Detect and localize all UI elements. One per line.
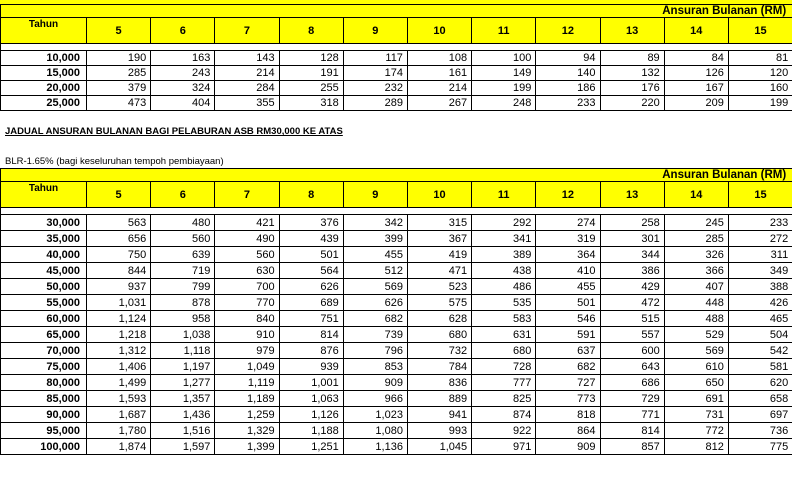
installment-cell: 610 [664, 359, 728, 375]
installment-cell: 1,049 [215, 359, 279, 375]
installment-cell: 448 [664, 295, 728, 311]
installment-cell: 818 [536, 407, 600, 423]
installment-cell: 910 [215, 327, 279, 343]
installment-cell: 656 [87, 231, 151, 247]
bottom-installment-table [0, 168, 792, 455]
installment-cell: 658 [728, 391, 792, 407]
installment-cell: 719 [151, 263, 215, 279]
years-header-row [1, 18, 792, 44]
installment-cell: 285 [664, 231, 728, 247]
year-header-14: 14 [664, 182, 728, 208]
installment-cell: 637 [536, 343, 600, 359]
installment-cell: 775 [728, 439, 792, 455]
installment-cell: 728 [472, 359, 536, 375]
installment-cell: 542 [728, 343, 792, 359]
installment-cell: 680 [407, 327, 471, 343]
installment-cell: 100 [472, 51, 536, 66]
table-row [1, 439, 792, 455]
section-title: JADUAL ANSURAN BULANAN BAGI PELABURAN ASB RM30,000 KE ATAS [5, 126, 343, 137]
installment-cell: 825 [472, 391, 536, 407]
installment-cell: 1,874 [87, 439, 151, 455]
loan-amount-cell: 75,000 [1, 359, 87, 375]
year-header-5: 5 [87, 18, 151, 44]
table-title-row [1, 5, 792, 18]
loan-amount-cell: 45,000 [1, 263, 87, 279]
table-header-title: Ansuran Bulanan (RM) [1, 5, 792, 18]
installment-cell: 386 [600, 263, 664, 279]
installment-cell: 799 [151, 279, 215, 295]
year-header-13: 13 [600, 182, 664, 208]
installment-cell: 355 [215, 96, 279, 111]
loan-amount-cell: 90,000 [1, 407, 87, 423]
installment-cell: 736 [728, 423, 792, 439]
installment-cell: 941 [407, 407, 471, 423]
installment-cell: 311 [728, 247, 792, 263]
installment-cell: 429 [600, 279, 664, 295]
installment-cell: 248 [472, 96, 536, 111]
installment-cell: 1,406 [87, 359, 151, 375]
year-header-7: 7 [215, 182, 279, 208]
installment-cell: 89 [600, 51, 664, 66]
installment-cell: 272 [728, 231, 792, 247]
installment-cell: 1,136 [343, 439, 407, 455]
installment-cell: 504 [728, 327, 792, 343]
installment-cell: 404 [151, 96, 215, 111]
installment-cell: 289 [343, 96, 407, 111]
loan-amount-cell: 55,000 [1, 295, 87, 311]
installment-cell: 575 [407, 295, 471, 311]
installment-cell: 243 [151, 66, 215, 81]
installment-cell: 1,593 [87, 391, 151, 407]
installment-cell: 473 [87, 96, 151, 111]
installment-cell: 233 [536, 96, 600, 111]
installment-cell: 126 [664, 66, 728, 81]
installment-cell: 563 [87, 215, 151, 231]
year-header-9: 9 [343, 182, 407, 208]
installment-cell: 174 [343, 66, 407, 81]
installment-cell: 643 [600, 359, 664, 375]
installment-cell: 364 [536, 247, 600, 263]
installment-cell: 564 [279, 263, 343, 279]
installment-cell: 486 [472, 279, 536, 295]
table-row [1, 96, 792, 111]
installment-cell: 777 [472, 375, 536, 391]
installment-cell: 958 [151, 311, 215, 327]
installment-cell: 591 [536, 327, 600, 343]
year-header-13: 13 [600, 18, 664, 44]
installment-cell: 939 [279, 359, 343, 375]
loan-amount-cell: 20,000 [1, 81, 87, 96]
installment-cell: 132 [600, 66, 664, 81]
year-header-10: 10 [407, 182, 471, 208]
table-title-row [1, 169, 792, 182]
installment-cell: 771 [600, 407, 664, 423]
installment-cell: 993 [407, 423, 471, 439]
installment-cell: 389 [472, 247, 536, 263]
installment-cell: 812 [664, 439, 728, 455]
year-header-7: 7 [215, 18, 279, 44]
installment-cell: 471 [407, 263, 471, 279]
installment-cell: 1,329 [215, 423, 279, 439]
installment-cell: 410 [536, 263, 600, 279]
table-row [1, 247, 792, 263]
installment-cell: 366 [664, 263, 728, 279]
installment-cell: 682 [536, 359, 600, 375]
installment-cell: 853 [343, 359, 407, 375]
installment-cell: 315 [407, 215, 471, 231]
installment-cell: 1,399 [215, 439, 279, 455]
installment-cell: 844 [87, 263, 151, 279]
installment-cell: 512 [343, 263, 407, 279]
installment-cell: 267 [407, 96, 471, 111]
installment-cell: 186 [536, 81, 600, 96]
installment-cell: 94 [536, 51, 600, 66]
table-row [1, 231, 792, 247]
table-row [1, 407, 792, 423]
table-row [1, 311, 792, 327]
installment-cell: 784 [407, 359, 471, 375]
installment-cell: 1,124 [87, 311, 151, 327]
installment-cell: 341 [472, 231, 536, 247]
installment-cell: 438 [472, 263, 536, 279]
year-header-14: 14 [664, 18, 728, 44]
loan-amount-cell: 70,000 [1, 343, 87, 359]
installment-cell: 1,119 [215, 375, 279, 391]
installment-cell: 732 [407, 343, 471, 359]
installment-cell: 284 [215, 81, 279, 96]
table-row [1, 423, 792, 439]
installment-cell: 419 [407, 247, 471, 263]
year-header-8: 8 [279, 182, 343, 208]
installment-cell: 1,188 [279, 423, 343, 439]
installment-cell: 620 [728, 375, 792, 391]
year-header-10: 10 [407, 18, 471, 44]
installment-cell: 1,259 [215, 407, 279, 423]
year-header-5: 5 [87, 182, 151, 208]
installment-cell: 455 [536, 279, 600, 295]
installment-cell: 773 [536, 391, 600, 407]
installment-cell: 376 [279, 215, 343, 231]
installment-cell: 739 [343, 327, 407, 343]
year-header-15: 15 [728, 182, 792, 208]
loan-amount-cell: 50,000 [1, 279, 87, 295]
installment-cell: 488 [664, 311, 728, 327]
installment-cell: 439 [279, 231, 343, 247]
installment-cell: 190 [87, 51, 151, 66]
installment-cell: 465 [728, 311, 792, 327]
installment-cell: 772 [664, 423, 728, 439]
installment-cell: 84 [664, 51, 728, 66]
loan-amount-cell: 100,000 [1, 439, 87, 455]
loan-amount-cell: 15,000 [1, 66, 87, 81]
installment-cell: 480 [151, 215, 215, 231]
installment-cell: 258 [600, 215, 664, 231]
installment-cell: 1,277 [151, 375, 215, 391]
installment-cell: 966 [343, 391, 407, 407]
installment-cell: 117 [343, 51, 407, 66]
table-row [1, 327, 792, 343]
installment-cell: 143 [215, 51, 279, 66]
installment-cell: 979 [215, 343, 279, 359]
installment-cell: 569 [343, 279, 407, 295]
installment-cell: 1,197 [151, 359, 215, 375]
installment-cell: 583 [472, 311, 536, 327]
loan-amount-cell: 30,000 [1, 215, 87, 231]
installment-cell: 233 [728, 215, 792, 231]
year-header-9: 9 [343, 18, 407, 44]
year-header-12: 12 [536, 18, 600, 44]
rate-note: BLR-1.65% (bagi keseluruhan tempoh pembiayaan) [5, 156, 224, 167]
installment-cell: 814 [600, 423, 664, 439]
installment-cell: 472 [600, 295, 664, 311]
installment-cell: 199 [472, 81, 536, 96]
installment-cell: 1,038 [151, 327, 215, 343]
installment-cell: 161 [407, 66, 471, 81]
installment-cell: 569 [664, 343, 728, 359]
installment-cell: 407 [664, 279, 728, 295]
installment-cell: 301 [600, 231, 664, 247]
table-header-title: Ansuran Bulanan (RM) [1, 169, 792, 182]
installment-cell: 1,045 [407, 439, 471, 455]
installment-cell: 878 [151, 295, 215, 311]
installment-cell: 501 [279, 247, 343, 263]
installment-cell: 1,357 [151, 391, 215, 407]
installment-cell: 546 [536, 311, 600, 327]
table-row [1, 263, 792, 279]
installment-cell: 379 [87, 81, 151, 96]
years-header-row [1, 182, 792, 208]
loan-amount-cell: 40,000 [1, 247, 87, 263]
loan-amount-cell: 35,000 [1, 231, 87, 247]
installment-cell: 274 [536, 215, 600, 231]
installment-cell: 149 [472, 66, 536, 81]
installment-cell: 388 [728, 279, 792, 295]
installment-cell: 971 [472, 439, 536, 455]
loan-amount-cell: 85,000 [1, 391, 87, 407]
installment-cell: 1,312 [87, 343, 151, 359]
installment-cell: 937 [87, 279, 151, 295]
installment-cell: 750 [87, 247, 151, 263]
installment-cell: 108 [407, 51, 471, 66]
year-header-6: 6 [151, 18, 215, 44]
installment-cell: 326 [664, 247, 728, 263]
spacer-row [1, 208, 792, 215]
installment-cell: 191 [279, 66, 343, 81]
table-row [1, 51, 792, 66]
installment-cell: 1,516 [151, 423, 215, 439]
installment-cell: 836 [407, 375, 471, 391]
installment-cell: 630 [215, 263, 279, 279]
table-row [1, 359, 792, 375]
installment-cell: 1,687 [87, 407, 151, 423]
installment-cell: 167 [664, 81, 728, 96]
installment-cell: 367 [407, 231, 471, 247]
installment-cell: 245 [664, 215, 728, 231]
year-header-11: 11 [472, 182, 536, 208]
installment-cell: 909 [536, 439, 600, 455]
installment-cell: 691 [664, 391, 728, 407]
year-header-15: 15 [728, 18, 792, 44]
installment-cell: 349 [728, 263, 792, 279]
installment-cell: 1,499 [87, 375, 151, 391]
installment-cell: 909 [343, 375, 407, 391]
loan-amount-cell: 65,000 [1, 327, 87, 343]
installment-cell: 515 [600, 311, 664, 327]
installment-cell: 682 [343, 311, 407, 327]
installment-cell: 700 [215, 279, 279, 295]
installment-cell: 864 [536, 423, 600, 439]
installment-cell: 628 [407, 311, 471, 327]
installment-cell: 840 [215, 311, 279, 327]
installment-cell: 523 [407, 279, 471, 295]
installment-cell: 751 [279, 311, 343, 327]
top-installment-table [0, 4, 792, 111]
installment-cell: 557 [600, 327, 664, 343]
installment-cell: 650 [664, 375, 728, 391]
installment-cell: 581 [728, 359, 792, 375]
installment-cell: 1,780 [87, 423, 151, 439]
installment-cell: 689 [279, 295, 343, 311]
installment-cell: 922 [472, 423, 536, 439]
installment-cell: 176 [600, 81, 664, 96]
installment-cell: 631 [472, 327, 536, 343]
installment-cell: 770 [215, 295, 279, 311]
installment-cell: 1,597 [151, 439, 215, 455]
tahun-label: Tahun [1, 182, 87, 208]
installment-cell: 214 [215, 66, 279, 81]
installment-cell: 1,031 [87, 295, 151, 311]
installment-cell: 501 [536, 295, 600, 311]
installment-cell: 209 [664, 96, 728, 111]
installment-cell: 876 [279, 343, 343, 359]
installment-cell: 128 [279, 51, 343, 66]
installment-cell: 285 [87, 66, 151, 81]
installment-cell: 1,189 [215, 391, 279, 407]
installment-cell: 535 [472, 295, 536, 311]
installment-cell: 814 [279, 327, 343, 343]
installment-cell: 1,080 [343, 423, 407, 439]
tahun-label: Tahun [1, 18, 87, 44]
installment-cell: 232 [343, 81, 407, 96]
installment-cell: 426 [728, 295, 792, 311]
installment-cell: 1,063 [279, 391, 343, 407]
installment-cell: 455 [343, 247, 407, 263]
installment-cell: 680 [472, 343, 536, 359]
table-row [1, 215, 792, 231]
installment-cell: 1,126 [279, 407, 343, 423]
installment-cell: 731 [664, 407, 728, 423]
installment-cell: 81 [728, 51, 792, 66]
installment-cell: 727 [536, 375, 600, 391]
installment-cell: 1,001 [279, 375, 343, 391]
year-header-8: 8 [279, 18, 343, 44]
installment-cell: 1,118 [151, 343, 215, 359]
installment-cell: 560 [215, 247, 279, 263]
installment-cell: 1,251 [279, 439, 343, 455]
installment-cell: 199 [728, 96, 792, 111]
installment-cell: 729 [600, 391, 664, 407]
year-header-6: 6 [151, 182, 215, 208]
table-row [1, 279, 792, 295]
installment-cell: 214 [407, 81, 471, 96]
installment-cell: 529 [664, 327, 728, 343]
installment-cell: 140 [536, 66, 600, 81]
spacer-row [1, 44, 792, 51]
installment-cell: 889 [407, 391, 471, 407]
installment-cell: 490 [215, 231, 279, 247]
installment-cell: 857 [600, 439, 664, 455]
installment-cell: 399 [343, 231, 407, 247]
loan-amount-cell: 80,000 [1, 375, 87, 391]
installment-cell: 319 [536, 231, 600, 247]
table-row [1, 391, 792, 407]
installment-cell: 560 [151, 231, 215, 247]
table-row [1, 295, 792, 311]
installment-cell: 1,023 [343, 407, 407, 423]
installment-cell: 342 [343, 215, 407, 231]
installment-cell: 626 [279, 279, 343, 295]
installment-cell: 1,436 [151, 407, 215, 423]
installment-cell: 120 [728, 66, 792, 81]
loan-amount-cell: 25,000 [1, 96, 87, 111]
installment-cell: 796 [343, 343, 407, 359]
loan-amount-cell: 60,000 [1, 311, 87, 327]
installment-cell: 163 [151, 51, 215, 66]
installment-cell: 292 [472, 215, 536, 231]
installment-cell: 220 [600, 96, 664, 111]
installment-cell: 324 [151, 81, 215, 96]
installment-cell: 344 [600, 247, 664, 263]
table-row [1, 375, 792, 391]
year-header-12: 12 [536, 182, 600, 208]
installment-cell: 1,218 [87, 327, 151, 343]
installment-cell: 686 [600, 375, 664, 391]
installment-cell: 697 [728, 407, 792, 423]
installment-cell: 318 [279, 96, 343, 111]
installment-cell: 874 [472, 407, 536, 423]
installment-cell: 626 [343, 295, 407, 311]
installment-cell: 639 [151, 247, 215, 263]
loan-amount-cell: 10,000 [1, 51, 87, 66]
installment-cell: 160 [728, 81, 792, 96]
installment-cell: 600 [600, 343, 664, 359]
installment-cell: 421 [215, 215, 279, 231]
installment-cell: 255 [279, 81, 343, 96]
table-row [1, 66, 792, 81]
table-row [1, 343, 792, 359]
year-header-11: 11 [472, 18, 536, 44]
table-row [1, 81, 792, 96]
loan-amount-cell: 95,000 [1, 423, 87, 439]
